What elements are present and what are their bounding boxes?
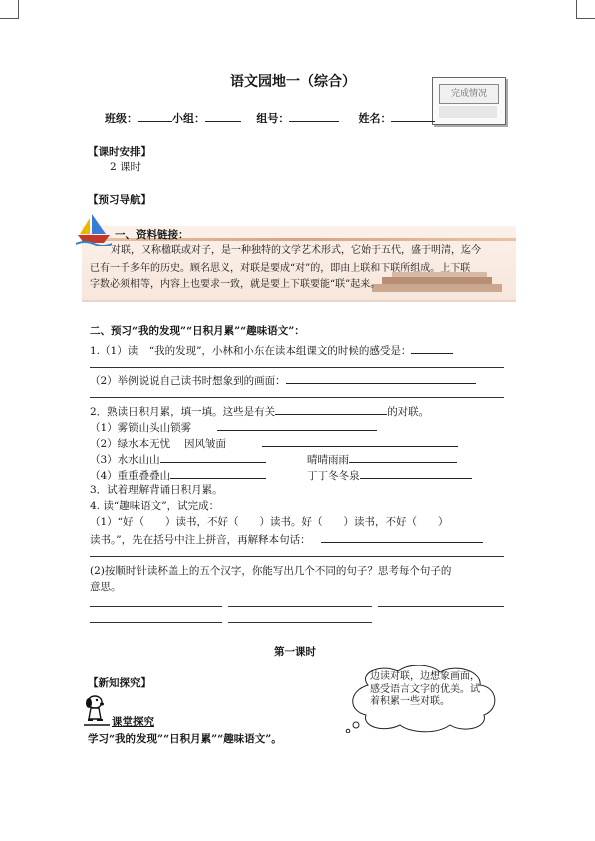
resource-heading: 一、资料链接： (115, 229, 189, 241)
question-4-1b: 读书。”，先在括号中注上拼音，再解释本句话： (90, 531, 483, 547)
q2-item-3b: 晴晴雨雨 (307, 451, 457, 467)
group-no-field[interactable] (289, 110, 339, 122)
question-4-2b: 意思。 (90, 581, 122, 593)
q2-item-2: （2）绿水本无忧 因风皱面 (90, 435, 458, 451)
q4-answer-field[interactable] (321, 531, 483, 543)
boat-icon (76, 212, 112, 246)
sentence-line-4[interactable] (90, 622, 222, 623)
q2-item-3b-field[interactable] (349, 451, 457, 463)
q2-item-4-field[interactable] (170, 467, 266, 479)
stamp-label: 完成情况 (439, 84, 499, 104)
group-field[interactable] (205, 110, 241, 122)
class-explore-label: 课堂探究 (112, 716, 154, 728)
question-3: 3．试着理解背诵日积月累。 (90, 484, 223, 496)
question-1-1: 1.（1）读 “我的发现”，小林和小东在读本组课文的时候的感受是： (90, 342, 453, 358)
question-1-2: （2）举例说说自己读书时想象到的画面： (90, 372, 476, 388)
tip-cloud-bubble (340, 665, 505, 733)
q2-item-4: （4）重重叠叠山 (90, 467, 266, 483)
q1b-answer-field[interactable] (286, 372, 476, 384)
class-field[interactable] (138, 110, 172, 122)
info-row (105, 110, 435, 126)
q2-item-3: （3）水水山山 (90, 451, 266, 467)
schedule-value: 2 课时 (110, 161, 142, 173)
q1-answer-line[interactable] (90, 367, 504, 368)
q2-item-4b-field[interactable] (360, 467, 472, 479)
question-4: 4. 读“趣味语文”，试完成： (90, 500, 220, 512)
q1b-answer-line[interactable] (90, 397, 504, 398)
q4-answer-line[interactable] (90, 556, 504, 557)
page-title: 语文园地一（综合） (230, 74, 356, 90)
part2-heading: 二、预习“我的发现”“日积月累”“趣味语文”： (90, 325, 305, 337)
q2-item-2-field[interactable] (262, 435, 458, 447)
q2-topic-field[interactable] (275, 403, 387, 415)
study-instruction: 学习“我的发现”“日积月累”“趣味语文”。 (88, 733, 282, 745)
name-field[interactable] (391, 110, 435, 122)
q2-item-3-field[interactable] (160, 451, 266, 463)
q2-item-1: （1）雾锁山头山锁雾 (90, 419, 377, 435)
question-2: 2．熟读日积月累，填一填。这些是有关 的对联。 (90, 403, 429, 419)
sentence-line-5[interactable] (228, 622, 372, 623)
completion-stamp (432, 77, 506, 125)
q1-answer-field[interactable] (411, 342, 453, 354)
q2-item-1-field[interactable] (217, 419, 377, 431)
sentence-line-3[interactable] (378, 606, 504, 607)
resource-line-2: 已有一千多年的历史。顾名思义，对联是要成“对”的，即由上联和下联所组成。上下联 (90, 263, 471, 274)
class-label: 班级： (105, 112, 138, 125)
sentence-line-2[interactable] (228, 606, 372, 607)
cloud-tip-text: 边读对联，边想象画面，感受语言文字的优美。试着积累一些对联。 (370, 671, 480, 707)
resource-line-1: 对联，又称楹联或对子，是一种独特的文学艺术形式，它始于五代，盛于明清，迄今 (111, 245, 481, 256)
group-no-label: 组号： (256, 112, 290, 125)
sentence-line-1[interactable] (90, 606, 222, 607)
group-label: 小组： (172, 112, 205, 125)
name-label: 姓名： (358, 112, 392, 125)
question-4-1a: （1）“好（ ）读书，不好（ ）读书。好（ ）读书，不好（ ） (90, 516, 449, 528)
snoopy-icon (80, 693, 112, 727)
page-corner-mark-right (576, 0, 595, 19)
resource-line-3: 字数必须相等，内容上也要求一致，就是要上下联要能“联”起来。 (90, 279, 381, 290)
q2-item-4b: 丁丁冬冬泉 (307, 467, 472, 483)
page-corner-mark-left (0, 0, 19, 19)
lesson-1-title: 第一课时 (274, 646, 316, 658)
explore-header: 【新知探究】 (88, 677, 151, 689)
schedule-header: 【课时安排】 (88, 146, 151, 158)
preview-header: 【预习导航】 (88, 194, 151, 206)
question-4-2a: (2)按顺时针读杯盖上的五个汉字，你能写出几个不同的句子？思考每个句子的 (90, 565, 452, 577)
stamp-fill-area (439, 106, 497, 118)
